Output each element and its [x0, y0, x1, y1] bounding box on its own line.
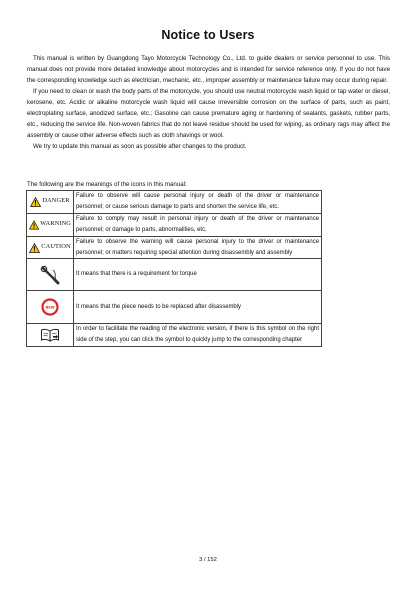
warning-description: Failure to comply may result in personal injury or death of the driver or maintenance personnel; or damage to parts, abnormalities, etc.: [74, 213, 322, 236]
table-row: [27, 236, 322, 259]
icon-cell: [27, 291, 74, 324]
warning-label: WARNING: [40, 220, 71, 228]
icon-cell: [27, 213, 74, 236]
danger-description: Failure to observe will cause personal injury or death of the driver or maintenance personnel; or cause serious damage to parts and shorten the service life, etc.: [74, 191, 322, 214]
icon-legend-table: [26, 190, 322, 347]
danger-warning-icon: [30, 197, 41, 207]
icon-legend-caption: The following are the meanings of the icons in this manual:: [27, 181, 187, 188]
intro-paragraph-3: We try to update this manual as soon as possible after changes to the product.: [33, 143, 247, 150]
table-row: [27, 213, 322, 236]
intro-paragraph-2: If you need to clean or wash the body parts of the motorcycle, you should use neutral motorcycle wash liquid or tap water or diesel, kerosene, etc. Acidic or alkaline motorcycle wash liquid will cause irreversible corrosion on the surface of parts, such as paint, electroplating surface, anodized surface, etc.; Gasoline can cause premature aging or hardening of sealants, gaskets, rubber parts, etc., reducing the service life. Non-woven fabrics that do not leave residue should be used for wiping, as ordinary rags may affect the assembly or cause other adverse effects such as cloth shavings or wool.: [27, 88, 390, 139]
caution-label: CAUTION: [41, 243, 71, 251]
caution-description: Failure to observe the warning will cause personal injury to the driver or maintenance personnel; or matters requiring special attention during disassembly and assembly: [74, 236, 322, 259]
intro-paragraph-1: This manual is written by Guangdong Tayo Motorcycle Technology Co., Ltd. to guide dealers or service personnel to use. This manual does not provide more detailed knowledge about motorcycles and is intended for service reference only. If you do not have the corresponding knowledge such as electrician, mechanic, etc., improper assembly or maintenance failure may occur during repair.: [27, 55, 390, 84]
table-row: [27, 259, 322, 291]
page-title: Notice to Users: [161, 28, 255, 42]
page-number: 3 / 152: [199, 557, 217, 563]
replace-part-description: It means that the piece needs to be replaced after disassembly: [74, 291, 322, 324]
replace-part-icon: [41, 298, 59, 316]
torque-wrench-icon: [40, 265, 60, 285]
book-link-description: In order to facilitate the reading of the electronic version, if there is this symbol on the right side of the step, you can click the symbol to quickly jump to the corresponding chapter: [74, 324, 322, 347]
table-row: [27, 191, 322, 214]
icon-cell: [27, 191, 74, 214]
icon-cell: [27, 236, 74, 259]
danger-label: DANGER: [42, 197, 70, 205]
table-row: [27, 291, 322, 324]
intro-text: [27, 53, 390, 152]
replace-part-label: NEW: [45, 305, 55, 310]
warning-triangle-icon: [29, 220, 39, 230]
torque-description: It means that there is a requirement for torque: [74, 259, 322, 291]
icon-cell: [27, 259, 74, 291]
table-row: [27, 324, 322, 347]
open-book-icon[interactable]: [40, 327, 60, 343]
icon-cell: [27, 324, 74, 347]
caution-triangle-icon: [29, 243, 40, 253]
